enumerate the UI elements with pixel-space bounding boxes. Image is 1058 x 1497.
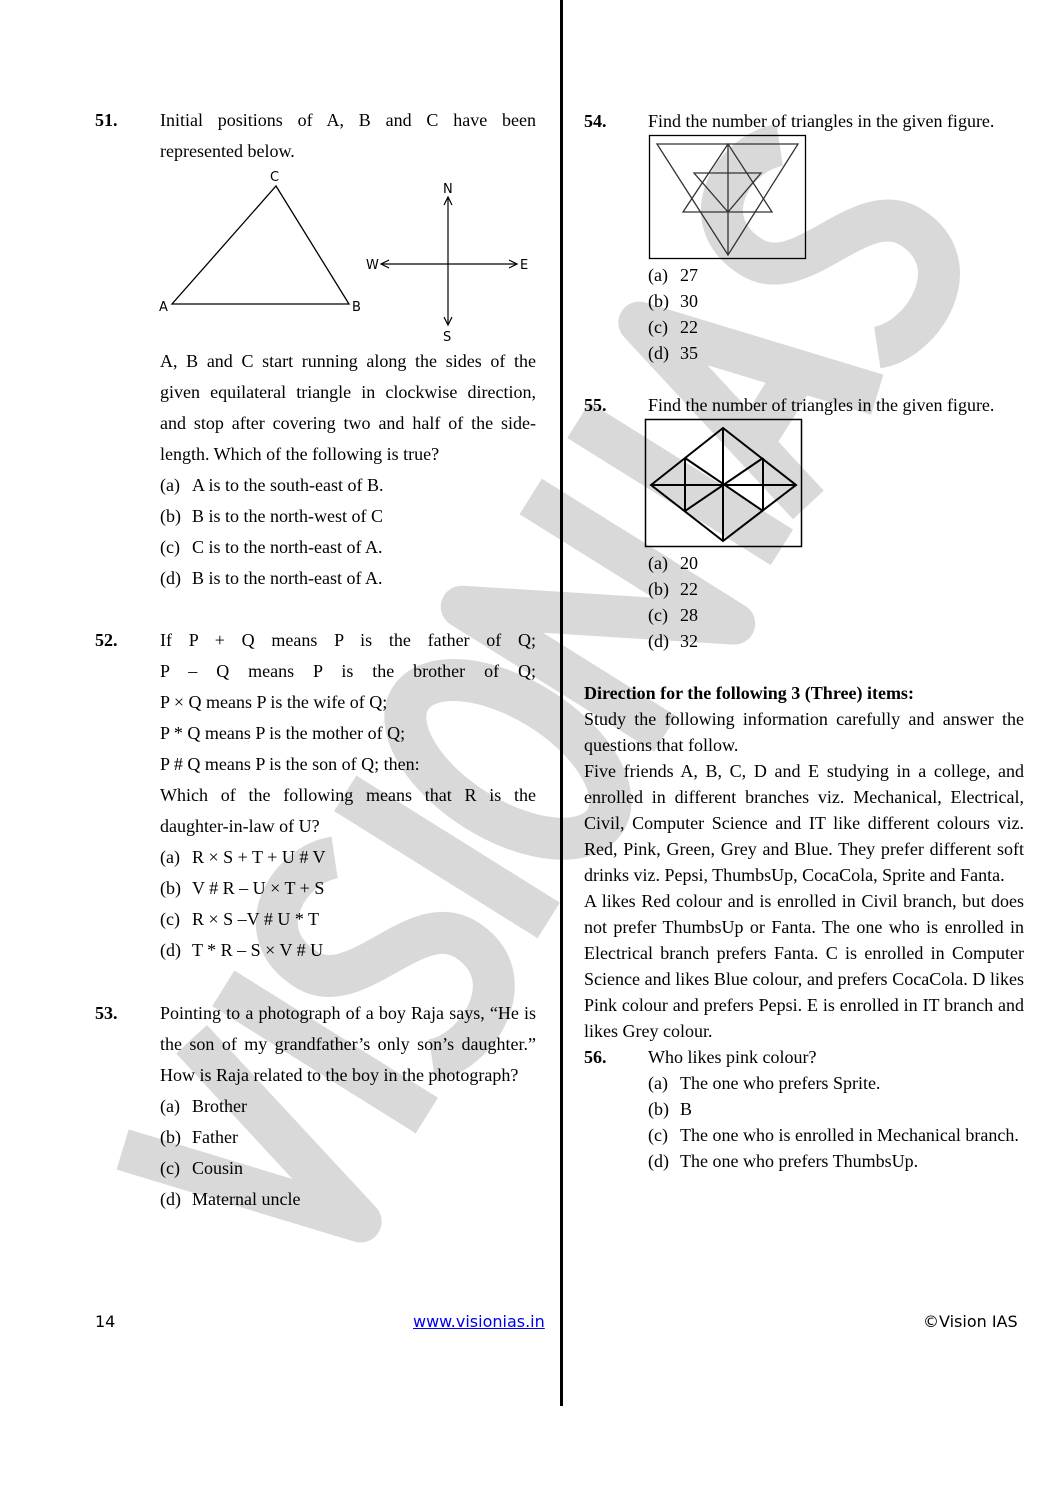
label-a: A: [159, 300, 168, 315]
option-a[interactable]: (a) 27: [648, 265, 698, 285]
option-c[interactable]: (c) The one who is enrolled in Mechanical branch.: [648, 1125, 1019, 1145]
q52-content: [160, 625, 536, 966]
q52-options: [160, 842, 536, 966]
option-d[interactable]: (d) 32: [648, 631, 698, 651]
direction-p3: A likes Red colour and is enrolled in Civil branch, but does not prefer ThumbsUp or Fanta. The one who is enrolled in Electrical branch prefers Fanta. C is enrolled in Computer Science and likes Blue colour, and prefers CocaCola. D likes Pink colour and prefers Pepsi. E is enrolled in IT branch and likes Grey colour.: [584, 891, 1024, 1041]
direction-p2: Five friends A, B, C, D and E studying in a college, and enrolled in different branches viz. Mechanical, Electrical, Civil, Computer Science and IT like different colours viz. Red, Pink, Green, Grey and Blue. They prefer different soft drinks viz. Pepsi, ThumbsUp, CocaCola, Sprite and Fanta.: [584, 761, 1024, 885]
definition-line: P # Q means P is the son of Q; then:: [160, 754, 420, 774]
compass: [381, 197, 517, 325]
option-c[interactable]: (c) C is to the north-east of A.: [160, 537, 383, 557]
website-link[interactable]: www.visionias.in: [413, 1312, 545, 1331]
label-e: E: [520, 258, 529, 273]
option-d[interactable]: (d) The one who prefers ThumbsUp.: [648, 1151, 919, 1171]
option-a[interactable]: (a) Brother: [160, 1096, 247, 1116]
q53-number: 53.: [95, 1003, 118, 1023]
q55-options: [648, 550, 1024, 654]
label-c: C: [270, 170, 280, 185]
definition-line: P * Q means P is the mother of Q;: [160, 723, 406, 743]
option-d[interactable]: (d) T * R – S × V # U: [160, 940, 324, 960]
option-a[interactable]: (a) A is to the south-east of B.: [160, 475, 384, 495]
option-c[interactable]: (c) Cousin: [160, 1158, 244, 1178]
left-column: [95, 105, 536, 1215]
definition-line: P – Q means P is the brother of Q;: [160, 661, 536, 681]
option-b[interactable]: (b) B is to the north-west of C: [160, 506, 383, 526]
label-n: N: [443, 182, 453, 197]
q53-content: [160, 998, 536, 1215]
q51-stem: Initial positions of A, B and C have been represented below.: [160, 110, 536, 161]
option-b[interactable]: (b) V # R – U × T + S: [160, 878, 325, 898]
q51-figure: [155, 165, 536, 346]
question-52: [95, 625, 536, 966]
option-d[interactable]: (d) 35: [648, 343, 698, 363]
option-b[interactable]: (b) 30: [648, 291, 698, 311]
option-b[interactable]: (b) B: [648, 1099, 693, 1119]
label-w: W: [366, 258, 379, 273]
question-51: [95, 105, 536, 594]
definition-line: If P + Q means P is the father of Q;: [160, 630, 536, 650]
triangle-abc: [172, 186, 349, 304]
q54-triangles-figure: [648, 134, 808, 262]
page-number: 14: [95, 1312, 116, 1331]
q56-content: [648, 1044, 1024, 1174]
q54-number: 54.: [584, 111, 607, 131]
label-b: B: [352, 300, 361, 315]
copyright: ©Vision IAS: [923, 1312, 1018, 1331]
direction-block: [584, 680, 1024, 1044]
q53-options: [160, 1091, 536, 1215]
right-column: [584, 108, 1024, 1174]
question-53: [95, 998, 536, 1215]
q55-content: [648, 392, 1024, 654]
q54-content: [648, 108, 1024, 366]
option-c[interactable]: (c) 28: [648, 605, 698, 625]
option-b[interactable]: (b) 22: [648, 579, 698, 599]
question-55: [584, 392, 1024, 654]
direction-title: Direction for the following 3 (Three) items:: [584, 683, 914, 703]
column-divider: [560, 0, 563, 1406]
question-54: [584, 108, 1024, 366]
q52-number: 52.: [95, 630, 118, 650]
q54-options: [648, 262, 1024, 366]
q56-stem: Who likes pink colour?: [648, 1047, 817, 1067]
q55-stem: Find the number of triangles in the given figure.: [648, 395, 995, 415]
q54-stem: Find the number of triangles in the given figure.: [648, 111, 995, 131]
definition-line: P × Q means P is the wife of Q;: [160, 692, 388, 712]
q51-number: 51.: [95, 110, 118, 130]
q51-content: [160, 105, 536, 594]
q51-body: A, B and C start running along the sides of the given equilateral triangle in clockwise direction, and stop after covering two and half of the side-length. Which of the following is true?: [160, 351, 536, 464]
q55-rhombus-figure: [644, 418, 804, 550]
option-c[interactable]: (c) R × S –V # U * T: [160, 909, 320, 929]
q52-question: Which of the following means that R is the daughter-in-law of U?: [160, 785, 536, 836]
direction-p1: Study the following information carefully and answer the questions that follow.: [584, 709, 1024, 755]
q53-stem: Pointing to a photograph of a boy Raja says, “He is the son of my grandfather’s only son’s daughter.” How is Raja related to the boy in the photograph?: [160, 1003, 536, 1085]
option-b[interactable]: (b) Father: [160, 1127, 238, 1147]
label-s: S: [443, 330, 452, 345]
option-a[interactable]: (a) 20: [648, 553, 698, 573]
option-a[interactable]: (a) R × S + T + U # V: [160, 847, 326, 867]
question-56: [584, 1044, 1024, 1174]
option-d[interactable]: (d) Maternal uncle: [160, 1189, 301, 1209]
q56-number: 56.: [584, 1047, 607, 1067]
q55-number: 55.: [584, 395, 607, 415]
option-c[interactable]: (c) 22: [648, 317, 698, 337]
q56-options: [648, 1070, 1024, 1174]
option-d[interactable]: (d) B is to the north-east of A.: [160, 568, 383, 588]
q51-options: [160, 470, 536, 594]
option-a[interactable]: (a) The one who prefers Sprite.: [648, 1073, 881, 1093]
